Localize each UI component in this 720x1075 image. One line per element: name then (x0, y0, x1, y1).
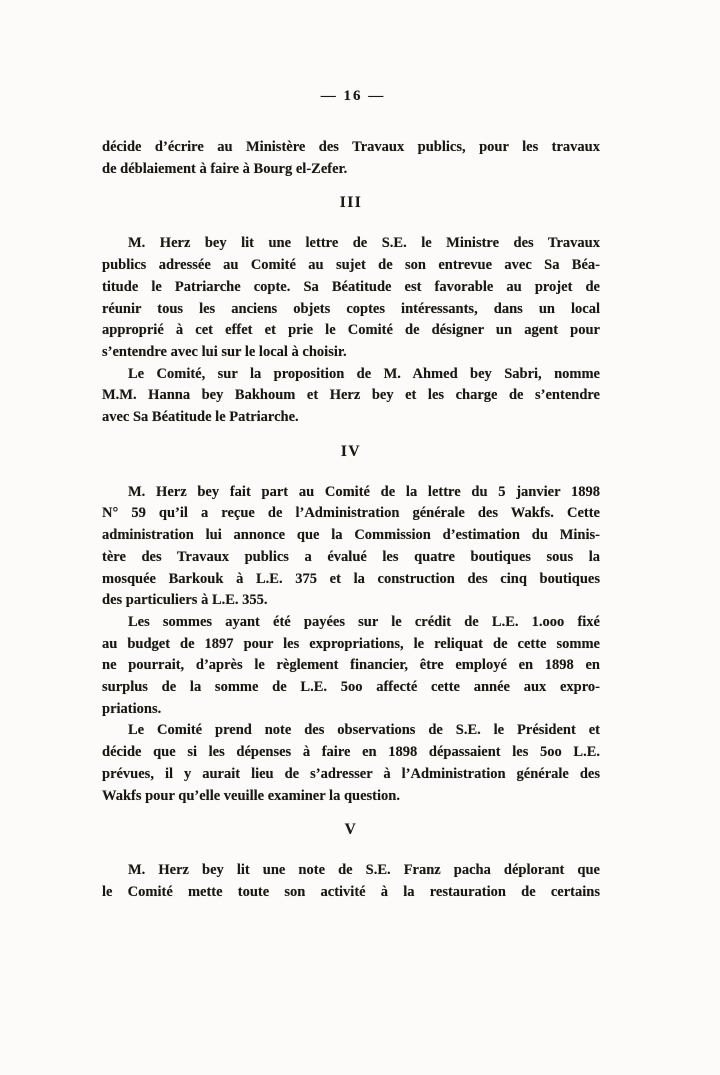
text-line: priations. (102, 700, 162, 717)
text-line: Le Comité prend note des observations de S.E. le Président et (128, 722, 600, 739)
paragraph (102, 482, 600, 612)
text-line: N° 59 qu’il a reçue de l’Administration générale des Wakfs. Cette (102, 505, 600, 522)
text-line: publics adressée au Comité au sujet de son entrevue avec Sa Béa- (102, 257, 600, 274)
paragraph (102, 137, 600, 180)
page-text (102, 137, 600, 904)
paragraph (102, 860, 600, 903)
text-line: au budget de 1897 pour les expropriations, le reliquat de cette somme (102, 635, 600, 652)
section-heading: IV (340, 442, 362, 460)
text-line: décide d’écrire au Ministère des Travaux publics, pour les travaux (102, 139, 600, 155)
text-line: surplus de la somme de L.E. 5oo affecté cette année aux expro- (102, 679, 600, 696)
text-line: ne pourrait, d’après le règlement financier, être employé en 1898 en (102, 657, 600, 674)
text-line: le Comité mette toute son activité à la restauration de certains (102, 883, 600, 900)
text-line: titude le Patriarche copte. Sa Béatitude est favorable au projet de (102, 278, 600, 295)
text-line: des particuliers à L.E. 355. (102, 592, 268, 609)
paragraph (102, 233, 600, 363)
text-line: M.M. Hanna bey Bakhoum et Herz bey et les charge de s’entendre (102, 387, 600, 404)
page-number: — 16 — (320, 88, 386, 104)
text-line: Le Comité, sur la proposition de M. Ahmed bey Sabri, nomme (128, 365, 600, 382)
text-line: réunir tous les anciens objets coptes intéressants, dans un local (102, 300, 600, 317)
text-line: de déblaiement à faire à Bourg el-Zefer. (102, 160, 348, 177)
text-line: M. Herz bey lit une lettre de S.E. le Ministre des Travaux (128, 235, 600, 252)
section-heading: III (339, 194, 363, 212)
section-heading: V (344, 821, 358, 839)
text-line: s’entendre avec lui sur le local à choisir. (102, 343, 347, 360)
paragraph (102, 364, 600, 429)
text-line: administration lui annonce que la Commission d’estimation du Minis- (102, 527, 600, 544)
text-line: Wakfs pour qu’elle veuille examiner la question. (102, 787, 400, 804)
text-line: M. Herz bey lit une note de S.E. Franz pacha déplorant que (128, 862, 600, 879)
text-line: avec Sa Béatitude le Patriarche. (102, 409, 299, 426)
paragraph (102, 720, 600, 807)
text-line: M. Herz bey fait part au Comité de la lettre du 5 janvier 1898 (128, 483, 600, 500)
text-line: tère des Travaux publics a évalué les quatre boutiques sous la (102, 548, 600, 565)
text-line: Les sommes ayant été payées sur le crédit de L.E. 1.ooo fixé (128, 613, 600, 630)
text-line: décide que si les dépenses à faire en 1898 dépassaient les 5oo L.E. (102, 744, 600, 761)
text-line: mosquée Barkouk à L.E. 375 et la construction des cinq boutiques (102, 570, 600, 587)
text-line: approprié à cet effet et prie le Comité de désigner un agent pour (102, 322, 600, 339)
paragraph (102, 612, 600, 721)
text-line: prévues, il y aurait lieu de s’adresser à l’Administration générale des (102, 765, 600, 782)
